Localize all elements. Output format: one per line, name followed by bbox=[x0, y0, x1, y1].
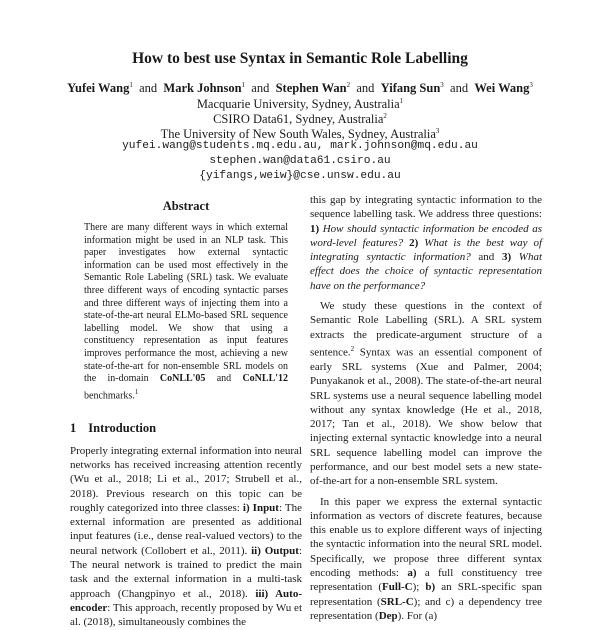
author-name: Stephen Wan bbox=[275, 81, 347, 96]
abstract-heading: Abstract bbox=[162, 199, 210, 213]
paragraph-questions: this gap by integrating syntactic information to the sequence labelling task. We address three questions: 1) How should syntactic information be encoded as word-level features? 2) What is the best way of integrating syntactic information? and 3) What effect does the choice of syntactic representation have on the performance? bbox=[310, 194, 543, 292]
left-column bbox=[70, 193, 302, 630]
abstract-text: There are many different ways in which external information might be used in an NLP task. This paper investigates how external syntactic information can be used most effectively in the Semantic Role Labeling (SRL) task. We evaluate three different ways of encoding syntactic parses and three different ways of injecting them into a state-of-the-art neural ELMo-based SRL sequence labelling model. We show that using a constituency representation as input features improves performance the most, achieving a new state-of-the-art for non-ensemble SRL models on the in-domain CoNLL'05 and CoNLL'12 benchmarks.$^1$ bbox=[84, 222, 289, 402]
author-name: Yufei Wang bbox=[67, 81, 130, 96]
intro-paragraph: Properly integrating external information into neural networks has received increasing attention recently (Wu et al., 2018; Li et al., 2017; Strubell et al., 2018). Previous research on this topic can be roughly categorized into three classes: i) Input: The external information are presented as additional input features (i.e., dense real-valued vectors) to the neural network (Collobert et al., 2011). ii) Output: The neural network is trained to predict the main task and the external information in a multi-task approach (Changpinyo et al., 2018). iii) Auto-encoder: This approach, recently proposed by Wu et al. (2018), simultaneously combines the bbox=[70, 444, 302, 629]
email-line-2: stephen.wan@data61.csiro.au bbox=[209, 155, 391, 167]
email-line-3: {yifangs,weiw}@cse.unsw.edu.au bbox=[199, 170, 401, 182]
paper-title: How to best use Syntax in Semantic Role Labelling bbox=[132, 50, 468, 67]
author-name: Mark Johnson bbox=[163, 81, 242, 96]
section-heading-introduction: 1 Introduction bbox=[70, 420, 157, 435]
affiliation-1: Macquarie University, Sydney, Australia$^1$ bbox=[196, 97, 404, 112]
paragraph-srl: We study these questions in the context of Semantic Role Labelling (SRL). A SRL system extracts the predicate-argument structure of a sentence.$^2$ Syntax was an essential component of early SRL systems (Xue and Palmer, 2004; Punyakanok et al., 2008). The state-of-the-art neural SRL systems use a neural sequence labelling model without any syntax knowledge (He et al., 2018, 2017; Tan et al., 2018). We show below that injecting external syntactic knowledge into a neural SRL sequence labelling model can improve the performance, and our best model sets a new state-of-the-art for a non-ensemble SRL system. bbox=[310, 300, 542, 488]
author-list: Yufei Wang$^1$ and Mark Johnson$^1$ and Stephen Wan$^2$ and Yifang Sun$^3$ and Wei Wang$^3$ bbox=[67, 81, 533, 96]
affiliation-2: CSIRO Data61, Sydney, Australia$^2$ bbox=[213, 112, 387, 127]
author-name: Yifang Sun bbox=[380, 81, 441, 96]
author-name: Wei Wang bbox=[474, 81, 530, 96]
paragraph-methods: In this paper we express the external syntactic information as vectors of discrete features, because this enable us to explore different ways of injecting the syntactic information into the neural SRL model. Specifically, we propose three different syntax encoding methods: a) a full constituency tree representation (Full-C); b) an SRL-specific span representation (SRL-C); and c) a dependency tree representation (Dep). For (a) bbox=[310, 495, 543, 622]
affiliation-3: The University of New South Wales, Sydney, Australia$^3$ bbox=[160, 127, 440, 142]
email-line-1: yufei.wang@students.mq.edu.au, mark.johnson@mq.edu.au bbox=[122, 140, 478, 152]
right-column bbox=[310, 193, 542, 623]
